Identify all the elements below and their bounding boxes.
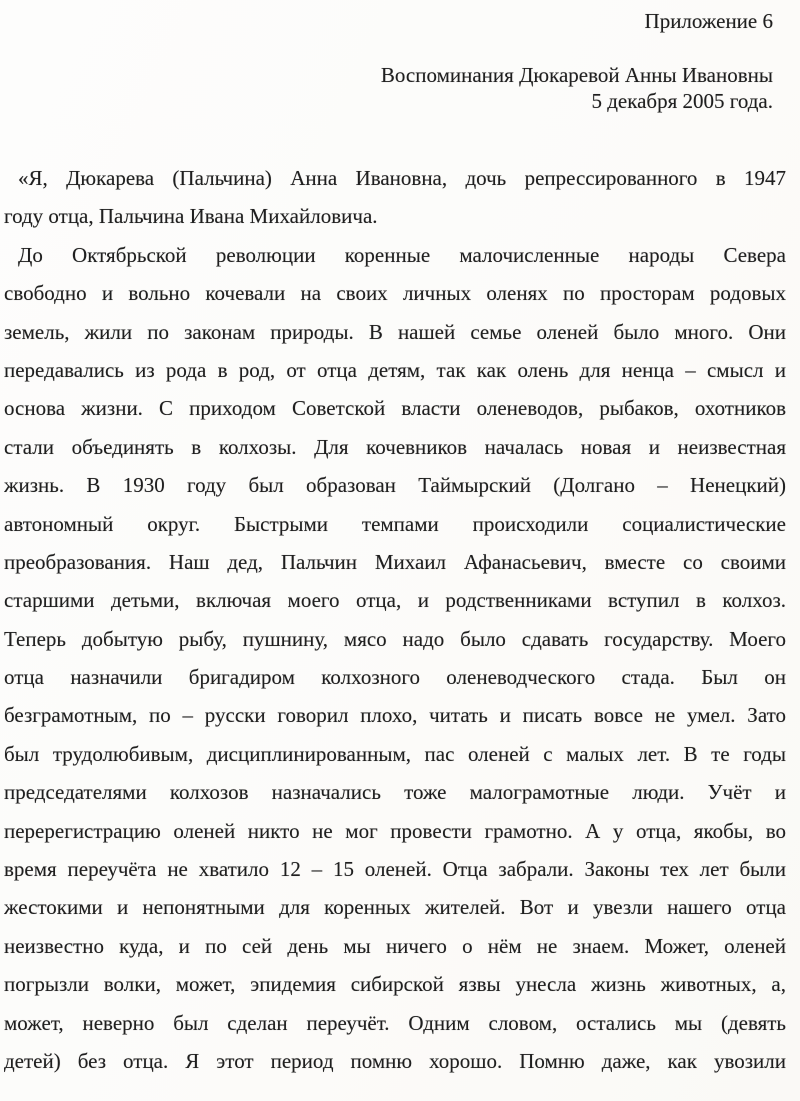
text-line: стали объединять в колхозы. Для кочевников началась новая и неизвестная — [4, 434, 786, 459]
appendix-label: Приложение 6 — [644, 9, 773, 33]
text-line: «Я, Дюкарева (Пальчина) Анна Ивановна, дочь репрессированного в 1947 — [18, 166, 786, 190]
text-line: был трудолюбивым, дисциплинированным, пас оленей с малых лет. В те годы — [4, 741, 786, 766]
text-line: жизнь. В 1930 году был образован Таймырский (Долгано – Ненецкий) — [4, 473, 786, 498]
document-header — [0, 8, 773, 114]
text-line: может, неверно был сделан переучёт. Одним словом, остались мы (девять — [4, 1010, 786, 1035]
text-line: автономный округ. Быстрыми темпами происходили социалистические — [4, 511, 786, 536]
text-line: старшими детьми, включая моего отца, и родственниками вступил в колхоз. — [4, 588, 786, 613]
text-line: основа жизни. С приходом Советской власти оленеводов, рыбаков, охотников — [4, 396, 786, 421]
text-line: время переучёта не хватило 12 – 15 оленей. Отца забрали. Законы тех лет были — [4, 857, 786, 882]
document-date: 5 декабря 2005 года. — [591, 89, 773, 113]
text-line: преобразования. Наш дед, Пальчин Михаил Афанасьевич, вместе со своими — [4, 549, 786, 574]
text-line: погрызли волки, может, эпидемия сибирской язвы унесла жизнь животных, а, — [4, 972, 786, 997]
text-line: председателями колхозов назначались тоже малограмотные люди. Учёт и — [4, 780, 786, 805]
document-title: Воспоминания Дюкаревой Анны Ивановны — [380, 63, 773, 87]
text-line: детей) без отца. Я этот период помню хорошо. Помню даже, как увозили — [4, 1048, 786, 1073]
document-body — [4, 159, 786, 1080]
text-line: перерегистрацию оленей никто не мог провести грамотно. А у отца, якобы, во — [4, 818, 786, 843]
text-line: жестокими и непонятными для коренных жителей. Вот и увезли нашего отца — [4, 895, 786, 920]
text-line: передавались из рода в род, от отца детям, так как олень для ненца – смысл и — [4, 357, 786, 382]
text-line: земель, жили по законам природы. В нашей семье оленей было много. Они — [4, 319, 786, 344]
text-line: безграмотным, по – русски говорил плохо, читать и писать вовсе не умел. Зато — [4, 703, 786, 728]
text-line: году отца, Пальчина Ивана Михайловича. — [4, 204, 378, 229]
text-line: отца назначили бригадиром колхозного оленеводческого стада. Был он — [4, 665, 786, 690]
text-line: свободно и вольно кочевали на своих личных оленях по просторам родовых — [4, 281, 786, 306]
text-line: неизвестно куда, и по сей день мы ничего о нём не знаем. Может, оленей — [4, 933, 786, 958]
text-line: Теперь добытую рыбу, пушнину, мясо надо было сдавать государству. Моего — [4, 626, 786, 651]
text-line: До Октябрьской революции коренные малочисленные народы Севера — [18, 242, 786, 267]
